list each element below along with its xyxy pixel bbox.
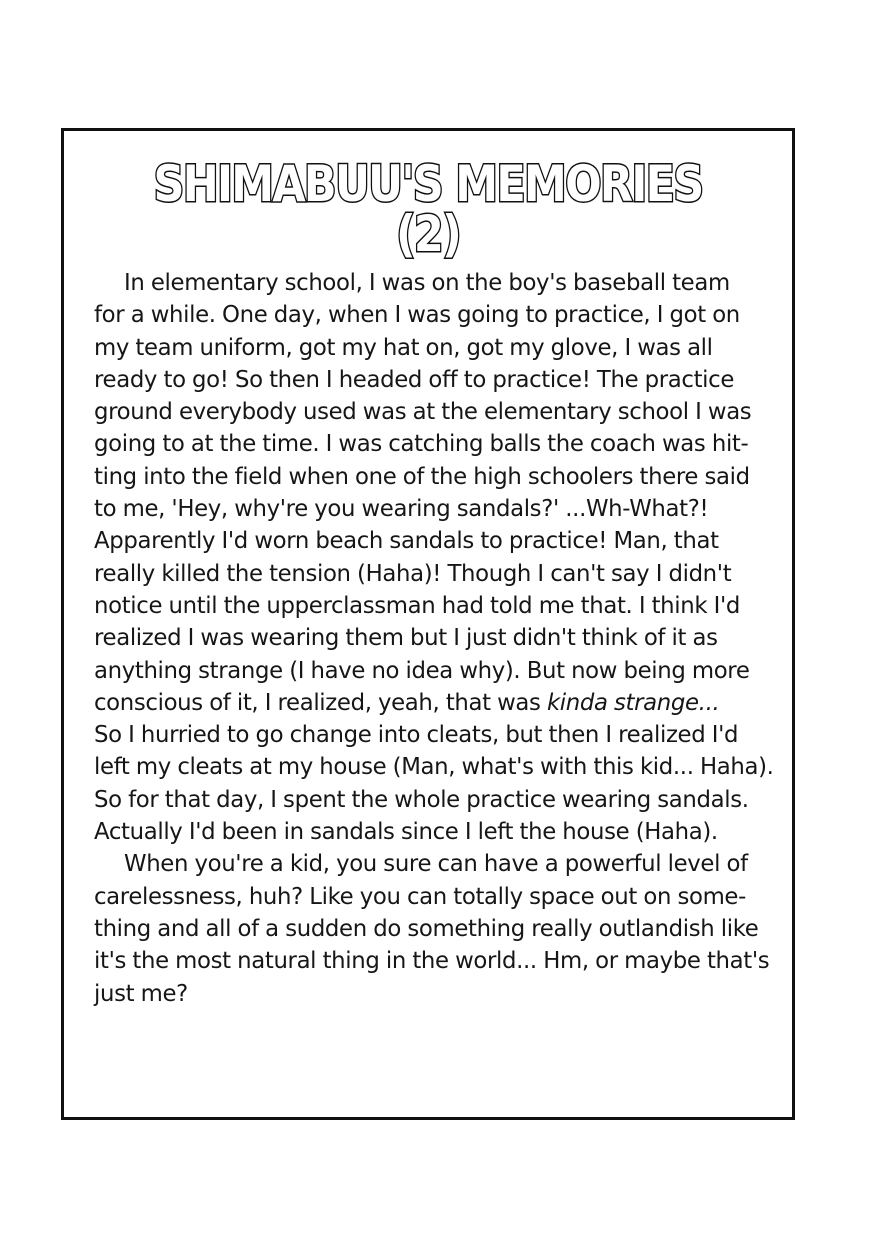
text-line bbox=[94, 784, 784, 816]
text-line-content: So I hurried to go change into cleats, but then I realized I'd bbox=[94, 722, 739, 749]
text-line-content: to me, 'Hey, why're you wearing sandals?' ...Wh-What?! bbox=[94, 496, 709, 523]
text-line bbox=[94, 428, 784, 460]
text-line-content: carelessness, huh? Like you can totally space out on some- bbox=[94, 883, 746, 910]
text-line bbox=[94, 493, 784, 525]
text-line bbox=[94, 525, 784, 557]
text-line bbox=[94, 461, 784, 493]
text-line-content: really killed the tension (Haha)! Though I can't say I didn't bbox=[94, 560, 732, 587]
text-line bbox=[94, 913, 784, 945]
text-line-content: ready to go! So then I headed off to practice! The practice bbox=[94, 366, 735, 393]
text-line bbox=[94, 267, 784, 299]
text-line-content: my team uniform, got my hat on, got my glove, I was all bbox=[94, 334, 713, 361]
text-line bbox=[94, 364, 784, 396]
emphasized-text: kinda strange... bbox=[546, 689, 720, 716]
text-line bbox=[94, 881, 784, 913]
text-line bbox=[94, 687, 784, 719]
text-line bbox=[94, 945, 784, 977]
text-line bbox=[94, 332, 784, 364]
text-line bbox=[94, 848, 784, 880]
text-line-content: When you're a kid, you sure can have a powerful level of bbox=[124, 851, 748, 878]
text-line-content: Apparently I'd worn beach sandals to practice! Man, that bbox=[94, 528, 719, 555]
memoir-body bbox=[94, 267, 784, 1010]
text-line bbox=[94, 299, 784, 331]
text-line bbox=[94, 396, 784, 428]
page-title: SHIMABUU'S MEMORIES (2) bbox=[153, 155, 703, 263]
text-line-content: ground everybody used was at the elementary school I was bbox=[94, 399, 752, 426]
text-line-content: it's the most natural thing in the world... Hm, or maybe that's bbox=[94, 948, 770, 975]
text-line bbox=[94, 751, 784, 783]
text-line bbox=[94, 590, 784, 622]
text-line-content: left my cleats at my house (Man, what's with this kid... Haha). bbox=[94, 754, 774, 781]
text-line-content: ting into the field when one of the high schoolers there said bbox=[94, 463, 750, 490]
text-line-content: going to at the time. I was catching balls the coach was hit- bbox=[94, 431, 749, 458]
text-line-content: for a while. One day, when I was going to practice, I got on bbox=[94, 302, 740, 329]
text-line-content: Actually I'd been in sandals since I left the house (Haha). bbox=[94, 819, 718, 846]
text-panel bbox=[61, 128, 795, 1120]
text-line-content: realized I was wearing them but I just didn't think of it as bbox=[94, 625, 718, 652]
text-line-content: thing and all of a sudden do something really outlandish like bbox=[94, 915, 759, 942]
text-line-content: In elementary school, I was on the boy's baseball team bbox=[124, 270, 730, 296]
text-line-content: So for that day, I spent the whole practice wearing sandals. bbox=[94, 786, 749, 813]
text-line-content: notice until the upperclassman had told me that. I think I'd bbox=[94, 592, 741, 619]
text-line bbox=[94, 719, 784, 751]
text-line-content: anything strange (I have no idea why). But now being more bbox=[94, 657, 750, 684]
text-line-content: just me? bbox=[94, 980, 188, 1007]
text-line bbox=[94, 558, 784, 590]
text-line bbox=[94, 655, 784, 687]
text-line bbox=[94, 816, 784, 848]
text-line bbox=[94, 978, 784, 1010]
text-line bbox=[94, 622, 784, 654]
text-line-content: conscious of it, I realized, yeah, that was bbox=[94, 689, 547, 716]
